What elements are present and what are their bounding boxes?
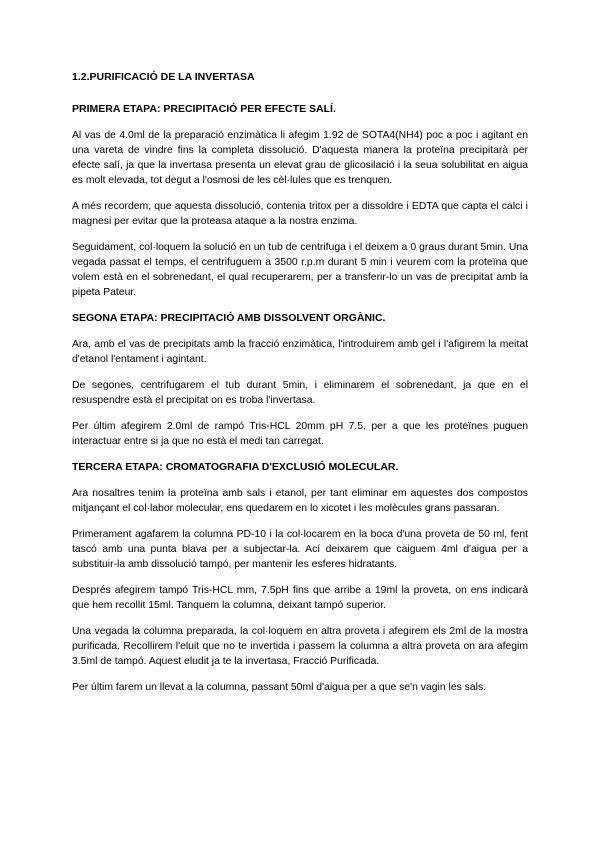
paragraph: Ara nosaltres tenim la proteïna amb sals i etanol, per tant eliminar em aquestes dos compostos mitjançant el col·labor molecular, ens quedarem en lo xicotet i les molècules grans passaran. bbox=[72, 488, 528, 514]
paragraph: Ara, amb el vas de precipitats amb la fracció enzimàtica, l'introduirem amb gel i l'afigirem la meitat d'etanol l'entament i agintant. bbox=[72, 339, 528, 365]
section-heading-3: TERCERA ETAPA: CROMATOGRAFIA D'EXCLUSIÓ MOLECULAR. bbox=[72, 461, 399, 473]
paragraph: Després afegirem tampó Tris-HCL mm, 7.5pH fins que arribe a 19ml la proveta, on ens indicarà que hem recollit 15ml. Tanquem la columna, deixant tampó superior. bbox=[72, 585, 528, 611]
paragraph: Una vegada la columna preparada, la col·loquem en altra proveta i afegirem els 2ml de la mostra purificada. Recollirem l'eluit que no te invertida i passem la columna a altra proveta on ara afegim 3.5ml de tampó. Aquest eludit ja te la invertasa, Fracció Purificada. bbox=[72, 626, 528, 667]
section-heading-2: SEGONA ETAPA: PRECIPITACIÓ AMB DISSOLVENT ORGÀNIC. bbox=[72, 312, 386, 324]
document-title: 1.2.PURIFICACIÓ DE LA INVERTASA bbox=[72, 71, 255, 83]
paragraph: Primerament agafarem la columna PD-10 i la col·locarem en la boca d'una proveta de 50 ml, fent tascó amb una punta blava per a subjectar-la. Ací deixarem que caiguem 4ml d'aigua per a substituir-la amb dissolució tampó, per mantenir les esferes hidratants. bbox=[72, 529, 528, 570]
paragraph: Per últim farem un llevat a la columna, passant 50ml d'aigua per a que se'n vagin les sals. bbox=[72, 682, 487, 693]
paragraph: Per últim afegirem 2.0ml de rampó Tris-HCL 20mm pH 7.5, per a que les proteïnes puguen interactuar entre si ja que no està el medi tan carregat. bbox=[72, 421, 528, 447]
paragraph: Seguidament, col·loquem la solució en un tub de centrifuga i el deixem a 0 graus durant 5min. Una vegada passat el temps, el centrifuguem a 3500 r.p.m durant 5 min i veurem com la proteïna que volem està en el sobrenedant, el qual recuperarem, per a transferir-lo un vas de precipitat amb la pipeta Pateur. bbox=[72, 242, 528, 298]
paragraph: De segones, centrifugarem el tub durant 5min, i eliminarem el sobrenedant, ja que en el resuspendre està el precipitat on es troba l'invertasa. bbox=[72, 380, 528, 406]
paragraph: Al vas de 4.0ml de la preparació enzimàtica li afegim 1.92 de SOTA4(NH4) poc a poc i agitant en una vareta de vindre fins la completa dissolució. D'aquesta manera la proteïna precipitarà per efecte salí, ja que la invertasa presenta un elevat grau de glicosilació i la seua solubilitat en aigua es molt elevada, tot degut a l'osmosi de les cèl·lules que es trenquen. bbox=[72, 130, 528, 186]
section-heading-1: PRIMERA ETAPA: PRECIPITACIÓ PER EFECTE SALÍ. bbox=[72, 103, 336, 115]
paragraph: A més recordem, que aquesta dissolució, contenia tritox per a dissoldre i EDTA que capta el calci i magnesi per evitar que la proteasa ataque a la nostra enzima. bbox=[72, 201, 528, 227]
